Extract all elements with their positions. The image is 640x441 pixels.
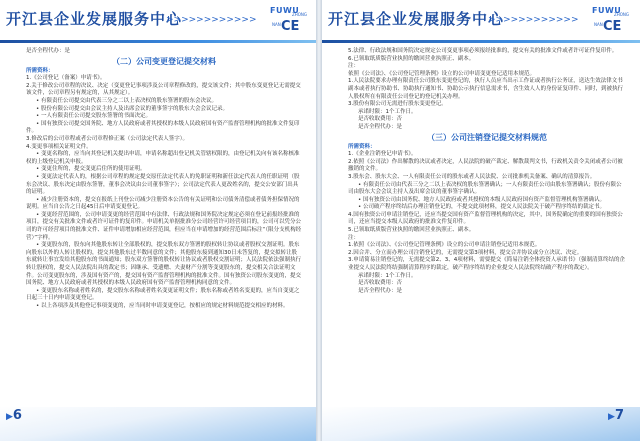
right-page bbox=[322, 0, 640, 441]
text-line: 1.《公司登记（备案）申请书》。 bbox=[26, 75, 106, 82]
right-content bbox=[348, 48, 626, 295]
footer-wave bbox=[322, 407, 640, 441]
service-logo bbox=[270, 5, 310, 39]
text-line: 是否全程代办：是 bbox=[358, 287, 403, 294]
text-line: • 变更股东名称或者姓名的，提交股东名称或者姓名变更证明文件；股东名称或者姓名变更的，应当自变更之日起三十日内申请变更登记。 bbox=[26, 287, 300, 302]
logo-nan: NAN bbox=[594, 22, 603, 27]
triangle-right-icon: ▶ bbox=[608, 412, 615, 422]
text-line: • 变更住所的，提交变更后住所的使用证明。 bbox=[36, 166, 146, 173]
text-line: 4.国有独资公司申请注销登记，还应当提交国有资产监督管理机构的决定，其中，国务院确定的重要的国有独资公司，还应当提交本级人民政府的批准文件复印件。 bbox=[348, 211, 623, 226]
footer-wave bbox=[0, 407, 316, 441]
text-line: 是否收取费用：否 bbox=[358, 116, 403, 123]
section-title: （三）公司注销登记提交材料规范 bbox=[427, 132, 547, 142]
logo-zhong: ZHONG bbox=[614, 12, 629, 17]
text-line: 2.因合并、分立而办理公司注销登记的，无需提交第3项材料，提交合并协议或分立决议、决定。 bbox=[348, 249, 583, 256]
text-line: 是否全程代办：是 bbox=[358, 123, 403, 130]
text-line: 依照《公司法》、《公司登记管理条例》设立的公司申请变更登记适用本规范。 bbox=[348, 70, 536, 77]
text-line: • 有限责任公司提交由代表三分之二以上表决权的股东签署的股东会决议。 bbox=[36, 97, 217, 104]
text-line: 是否全程代办：是 bbox=[26, 48, 71, 54]
logo-fuwu: FUWU bbox=[592, 6, 622, 15]
text-line: 1.依照《公司法》、《公司登记管理条例》设立的公司申请注销登记适用本规范。 bbox=[348, 242, 541, 249]
header-title: 开江县企业发展服务中心 bbox=[328, 10, 505, 28]
text-line: • 变更法定代表人的，根据公司章程的规定提交原任法定代表人的免职证明和新任法定代表人的任职证明（股东会决议、股东决定由股东签署，董事会决议由公司董事签字）；公司法定代表人更改姓名的，提交公安部门出具的证明。 bbox=[26, 173, 300, 196]
page-number-value: 7 bbox=[614, 408, 624, 423]
header-title: 开江县企业发展服务中心 bbox=[6, 10, 183, 28]
materials-heading: 所需资料： bbox=[348, 143, 376, 150]
text-line: 注： bbox=[348, 234, 360, 241]
left-page bbox=[0, 0, 316, 441]
logo-nan: NAN bbox=[272, 22, 281, 27]
text-line: 3.修改后的公司章程或者公司章程修正案（公司法定代表人签字）。 bbox=[26, 135, 188, 142]
text-line: 3.申请简易注销登记的，无需提交第2、3、4项材料，需要提交《简易注销全体投资人承诺书》（强制清算终结的企业提交人民法院终结强制清算程序的裁定，破产程序终结的企业提交人民法院终结破产程序的裁定）。 bbox=[348, 257, 625, 272]
text-line: • 变更经营范围的，公司申请变更的经营范围中有法律、行政法规和国务院决定规定必须在登记前报经批准的项目，提交有关批准文件或者许可证件的复印件。申请机关单据批准分公司经营许可经营项目的，公司可以凭分公司的许可经营项目的批准文件、证件申请增加相应经营范围，但应当在申请增加的经营范围后标注“（限分支机构经营）”字样。 bbox=[26, 211, 302, 241]
page-number-right bbox=[608, 408, 624, 423]
text-line: 承诺时限：1个工作日。 bbox=[358, 272, 417, 279]
logo-ce: CE bbox=[281, 19, 300, 34]
header-rule bbox=[322, 40, 640, 43]
text-line: 2.依照《公司法》作出解散的决议或者决定，人民法院的破产裁定、解散裁判文书，行政机关责令关闭或者公司被撤销的文件。 bbox=[348, 158, 623, 173]
text-line: 6.已领取纸质版营业执照的缴回营业执照正、副本。 bbox=[348, 55, 475, 62]
header-rule bbox=[0, 40, 316, 43]
section-title: （二）公司变更登记提交材料 bbox=[112, 56, 216, 66]
logo-ce: CE bbox=[603, 19, 622, 34]
text-line: 5.法律、行政法规和国务院决定规定公司变更事项必须报经批准的，提交有关的批准文件或者许可证件复印件。 bbox=[348, 48, 618, 54]
left-content bbox=[26, 48, 302, 311]
text-line: • 减少注册资本的，提交在报纸上刊登公司减少注册资本公告的有关证明和公司债务清偿或者债务担保情况的说明。应当自公告之日起45日后申请变更登记。 bbox=[26, 196, 300, 211]
text-line: • 国有独资公司由国务院、地方人民政府或者其授权的本级人民政府国有资产监督管理机构签署确认。 bbox=[358, 196, 605, 203]
service-logo bbox=[592, 5, 632, 39]
page-header bbox=[322, 2, 640, 42]
text-line: 5.已领取纸质版营业执照的缴回营业执照正、副本。 bbox=[348, 227, 475, 234]
text-line: 1.《企业注销登记申请书》。 bbox=[348, 151, 417, 158]
text-line: • 股份有限公司提交由会议主持人及出席会议的董事签字的股东大会会议记录。 bbox=[36, 105, 228, 112]
page-number-left bbox=[6, 408, 22, 423]
text-line: 承诺时限：1个工作日。 bbox=[358, 108, 417, 115]
header-arrows: >>>>>>>>>>>> bbox=[166, 15, 257, 25]
text-line: • 一人有限责任公司提交股东签署的书面决定。 bbox=[36, 113, 151, 120]
text-line: • 变更名称的，应当向其登记机关提出申请，申请名称超出登记机关管辖权限的，由登记机关向有该名称核准权的上级登记机关申报。 bbox=[26, 151, 300, 165]
text-line: 3.股东会、股东大会、一人有限责任公司的股东或者人民法院、公司批准机关备案、确认的清算报告。 bbox=[348, 173, 596, 180]
text-line: • 国有独资公司提交国务院、地方人民政府或者其授权的本级人民政府国有资产监督管理机构的批准文件复印件。 bbox=[26, 120, 300, 135]
materials-heading: 所需资料： bbox=[26, 67, 54, 74]
page-number-value: 6 bbox=[12, 408, 22, 423]
text-line: 3.股份有限公司无需进行股东变更登记。 bbox=[348, 101, 447, 108]
text-line: • 公司破产程序终结后办理注销登记的，不提交此项材料，提交人民法院关于破产程序终结的裁定书。 bbox=[358, 204, 605, 211]
text-line: 2.关于修改公司章程的决议、决定（变更登记事项涉及公司章程修改的，提交该文件；其中股东变更登记无需提交该文件，公司章程另有规定的，从其规定）。 bbox=[26, 82, 301, 97]
logo-fuwu: FUWU bbox=[270, 6, 300, 15]
triangle-right-icon: ▶ bbox=[6, 412, 13, 422]
text-line: • 以上各项涉及其他登记事项变更的，应当同时申请变更登记，按相应的规定材料规范提交相应的材料。 bbox=[36, 303, 289, 309]
text-line: 1.人民法院要求办理有限责任公司股东变更登记的，执行人员应当出示工作证或者执行公务证，送达生效法律文书副本或者执行协助书、协助执行通知书、协助公示执行信息需求书，含生效人人的身份证复印件、同时，到被执行人股权所在有限责任公司登记的登记机关办理。 bbox=[348, 78, 624, 100]
header-arrows: >>>>>>>>>>>> bbox=[488, 15, 579, 25]
text-line: • 变更股东的，股东向其他股东转让全部股权的，提交股东双方签署的股权转让协议或者股权交割证明。股东向股东以外的人转让股权的，提交其他股东过半数同意的文件；其他股东接到通知30日未答复的，提交拟转让股东就转让事宜发给其他股东的书面通知；股东双方签署的股权转让协议或者股权交割证明；人民法院依法强制执行转让股权的，提交人民法院出具的裁定书；因继承、受遗赠、夫妻财产分割等变更股东的，提交相关合法证明文件。公司变更股东的，涉及国有资产的，提交国有资产监督管理机构的批准文件。国有独资公司股东变更的，提交国务院、地方人民政府或者其授权的本级人民政府国有资产监督管理机构同意的文件。 bbox=[26, 242, 302, 287]
text-line: 注： bbox=[348, 63, 360, 70]
text-line: 4.变更事项相关证明文件。 bbox=[26, 143, 92, 150]
page-header bbox=[0, 2, 316, 42]
logo-zhong: ZHONG bbox=[292, 12, 307, 17]
text-line: 是否收取费用：否 bbox=[358, 280, 403, 287]
text-line: • 有限责任公司由代表三分之二以上表决权的股东签署确认；一人有限责任公司由股东签署确认；股份有限公司由股东大会会议主持人及出席会议的董事签字确认。 bbox=[348, 181, 622, 196]
